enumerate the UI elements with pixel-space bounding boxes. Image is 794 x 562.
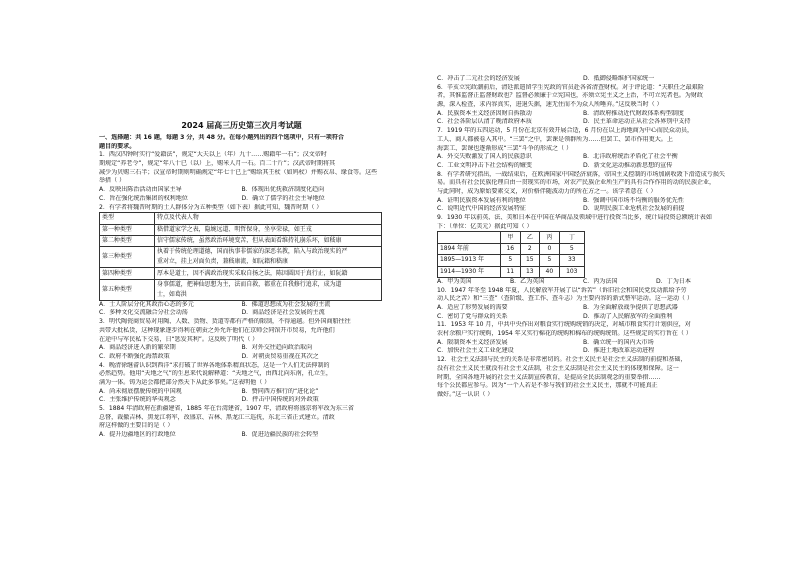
q9-option-c: C．丙为法国: [583, 277, 618, 285]
q6-stem-line: 源，深入检查，求内容真实，进退失据，速无住而不为众人所唾弃。”这反映当时（ ）: [437, 101, 663, 109]
table-header-cell: 甲: [501, 232, 521, 243]
table-cell: 5: [540, 255, 560, 266]
table-header-row: [438, 232, 585, 243]
table-cell-line: 重对立，挂上对面负责，兼嵇康流，如阮籍和嵇康: [157, 258, 288, 266]
q6-option-b: B．清政府推动近代财政体系构型制度: [583, 109, 684, 117]
q10-options-row: [437, 313, 729, 322]
q10-options-row: [437, 304, 729, 313]
table-cell: 1894 年前: [438, 243, 501, 254]
table-header-cell: 丁: [559, 232, 584, 243]
q1-stem-line: 1．西汉四钟时实行“爱籍法”，规定“大夫以上（年）九十……赐籍年一石”；汉文帝时: [99, 151, 327, 159]
table-header-cell: 乙: [520, 232, 540, 243]
table-row: [438, 255, 585, 266]
table-cell-line: 执着于传统伦理道德，国而执事非儒家的深恶名教，陷入与政治现实的严: [157, 248, 348, 256]
q9-stem-line: 下：（单位：亿美元）据此可知（ ）: [437, 222, 533, 230]
q5-options-row: [437, 75, 729, 84]
table-row: [438, 266, 585, 277]
q7-stem-line: 7．1919 年的五四运动，5 月份在北京有效开展合适，6 月份在以上海地商为中心而民众动员，: [437, 127, 694, 135]
table-cell: 信守儒家传统，虽然政治环境变苦，但从表面看维持礼崩乐坏，如嵇康: [155, 235, 382, 246]
table-cell: 嵇借道家学之表，隐婉远道、明哲保身，坐享荣禄，如王戎: [155, 224, 382, 235]
q10-option-b: B．为全面解放战争提供了思想武器: [583, 304, 678, 311]
table-cell: [155, 247, 382, 268]
q6-options-row: [437, 110, 729, 119]
q6-option-a: A．民族资本主义经济因财自拆散动: [437, 109, 532, 117]
table-cell: 16: [501, 243, 521, 254]
right-column: [437, 75, 729, 400]
table-header-cell: 特点及代表人物: [155, 213, 382, 224]
q2-options-row: [99, 309, 384, 318]
table-row: [100, 268, 382, 279]
table-cell: 5: [501, 255, 521, 266]
table-cell: 2: [520, 243, 540, 254]
q5-option-d: D．抵御侵略维护国家统一: [583, 75, 655, 82]
q8-option-d: D．说明民族工业危机社会发展的前提: [583, 205, 685, 213]
q7-stem-line: 海罢工、罢课也逐渐形成“三罢”斗争的形成之（ ）: [437, 144, 573, 152]
section-intro-line: 题目的要求。: [99, 142, 136, 150]
q4-option-d: D．抨击中国传统的对外政策: [241, 396, 319, 404]
section-intro-line: 一、选择题：共 16 题，每题 3 分，共 48 分。在每小题列出的四个选项中，只有一项符合: [99, 134, 344, 141]
q11-option-b: B．确立统一的国内大市场: [583, 338, 654, 346]
table-cell: 13: [520, 266, 540, 277]
q1-stem-line: 减少为贝赐三石半；汉宣帝时期则明确规定“年七十已上”赐给其王杖（如鸠杖）并赐衣帛、缘食等。这些: [99, 168, 378, 176]
q5-stem-line: 府这样做的主要目的是（ ）: [99, 422, 174, 430]
table-cell: 厚本是道士，因不满政治现实采取自扬之法，陈因圆因于真行止，如阮籍: [155, 268, 382, 279]
table-cell: 15: [520, 255, 540, 266]
q4-option-c: C．主张维护传统的华夷观念: [99, 396, 176, 404]
q5-option-a: A．提升边疆地区的行政地位: [99, 431, 176, 439]
q10-stem-line: 10．1947 年冬至 1948 年夏，人民解放军开展了以“诉苦”（诉旧社会和国民党反动派给予劳: [437, 286, 687, 294]
q7-option-d: D．新文化运动推动新思想的宣传: [583, 161, 673, 169]
table-row: [100, 247, 382, 268]
q3-options-row: [99, 353, 384, 362]
q4-option-b: B．赞同西方推行的“进化论”: [241, 387, 319, 395]
q6-stem-line: 者，其惟监督正监督财政也？监督必须廉于立宪国也，亦须立宪主义之上治，不可立宪者也。为财政: [437, 92, 703, 100]
table-cell: 0: [540, 243, 560, 254]
table-cell: [155, 279, 382, 300]
q5-stem-line: 5．1884 年清政府在新疆建省，1885 年在台湾建省，1907 年，清政府将盛京将军改为东三省: [99, 405, 354, 412]
q11-options-row: [437, 339, 729, 348]
q12-stem-line: 每个公民都应参与。因为“一个人若是不参与我们的社会主义民主，那就不可能真正: [437, 382, 658, 390]
q5-option-b: B．促进边疆民族的社会转型: [241, 431, 319, 439]
table-cell: 第二种类型: [100, 235, 155, 246]
table-cell: 5: [559, 243, 584, 254]
q1-option-a: A．反映出陈治活动由国家主导: [99, 186, 182, 194]
q8-option-b: B．强调中国市场不均衡的服务优先性: [583, 196, 684, 204]
q9-options-row: [437, 278, 729, 287]
table-cell: 33: [559, 255, 584, 266]
q6-option-d: D．民主革命运动正从社会各界别中支持: [583, 118, 691, 126]
q8-stem-line: 8．有学者研究指出，一战结束后，在欧洲国家中国经济衰落，帝国主义控制的市场加剧收敛下滑造成亏损失: [437, 170, 725, 178]
q6-options-row: [437, 118, 729, 127]
table-row: [100, 279, 382, 300]
q9-option-d: D．丁为日本: [656, 277, 691, 285]
q6-stem-line: 6．辛亥立宪政潮前后，清廷派遣留学生宪政的官员赴各省清查财权。对于评论道：“夫职任之最艰险: [437, 83, 704, 91]
table-row: [438, 243, 585, 254]
table-cell: 40: [540, 266, 560, 277]
q3-option-d: D．对朝贡贸易重视在其次之: [241, 352, 319, 360]
q7-stem-line: 工人、商人都被卷入其中。“三罢”之中，罢课是领群所为……但罢工、罢市作用更大。上: [437, 135, 673, 143]
exam-title: 2024 届高三历史第三次月考试题: [181, 121, 302, 130]
table-row: [100, 235, 382, 246]
q7-option-a: A．外交失败激发了国人的民族意识: [437, 153, 532, 161]
q3-option-c: C．政府不断强化海禁政策: [99, 352, 170, 360]
q3-stem-line: 在途中与军民私下交易，日“惩发其利”。这反映了明代（ ）: [99, 335, 259, 343]
q6-option-c: C．社会各阶层认清了晚清政府本质: [437, 118, 532, 126]
q11-option-c: C．加快社会主义工业化建设: [437, 347, 514, 355]
table-row: [100, 224, 382, 235]
q10-stem-line: 动人民之苦）和“三查”（查阶级、查工作、查斗志）为主要内容的新式整军运动。这一运动（ ）: [437, 295, 693, 303]
q4-option-a: A．尚未彻底摆脱传统的中国观: [99, 387, 182, 395]
q12-stem-line: 做好。”这一认识（ ）: [437, 390, 494, 398]
q3-option-b: B．对外交往趋向政治取向: [241, 344, 313, 352]
q7-options-row: [437, 153, 729, 162]
q8-stem-line: 易。而具有社会民族伦理自由一贯现实的市场，对农产民族企业所生产的具有合作作用的动的民族企业，: [437, 179, 716, 187]
q12-stem-line: 12．社会主义法制与民主的关系是非常密切的。社会主义民主是社会主义法制的前提和基础，: [437, 356, 687, 364]
q2-stem-line: 2．有学者将魏晋时期的士人群体分为五种类型（如下表）据此可知，魏晋时期（ ）: [99, 203, 323, 211]
left-column: [99, 120, 384, 440]
q5-stem-line: 总督，裁撤吉林、黑龙江将军，改盛京、吉林、黑龙江三巡抚，东北三省正式建立。清政: [99, 413, 335, 421]
q5-options-row: [99, 431, 384, 440]
q2-option-a: A．士人阶层分化其政治心态的多元: [99, 300, 194, 308]
q8-option-c: C．说明近代中国的经济发展特征: [437, 205, 526, 213]
q9-table: [437, 231, 585, 278]
q3-stem-line: 共带大批私货，这种现象逐步得利在朝贡之外允许他们在京师会同馆开市贸易，允许他们: [99, 326, 335, 334]
q7-options-row: [437, 162, 729, 171]
q2-option-d: D．商品经济是社会发展的主流: [241, 309, 325, 317]
q1-option-c: C．旨在强化统治集团的权利地位: [99, 194, 188, 202]
q12-stem-line: 时期，全国各地开展的社会主义法制宣传教育，是提高全民法制观念的重要举措……: [437, 373, 661, 381]
table-cell-line: 士，如葛洪: [157, 290, 187, 298]
q2-option-c: C．多种文化交流融合分社会动荡: [99, 309, 188, 317]
q12-stem-line: 没有社会主义民主就没有社会主义法制，社会主义法制是社会主义民主的体现和保障。这一: [437, 364, 679, 372]
q11-stem-line: 农村余粮户实行统购，1954 年又实行棉花的统购和棉布的统购统销。这些规定的实行旨在（ ）: [437, 330, 692, 338]
q9-option-b: B．乙为英国: [510, 277, 545, 285]
q10-option-d: D．推动了人民解放军的全面胜利: [583, 312, 673, 320]
q4-stem-line: 满为一体。铸为运会都把部分然天下从此多事矣。”这表明他（ ）: [99, 378, 271, 386]
table-cell: 第五种类型: [100, 279, 155, 300]
table-cell-line: 身事儒道，把神仙思想为主，法而自救，都重在自我修行追求，成为道: [157, 280, 342, 288]
q1-stem-line: 举措（ ）: [99, 177, 126, 185]
q9-stem-line: 9．1930 年以前英、法、美和日本在中国在华商品及领域中进行投资当比多，统计局投资总额统计表如: [437, 214, 712, 221]
q8-options-row: [437, 205, 729, 214]
table-cell: 第一种类型: [100, 224, 155, 235]
q3-options-row: [99, 344, 384, 353]
q4-options-row: [99, 396, 384, 405]
q4-stem-line: 4．晚清徐继畬认识到西洋“求打破了世界各地体系精真状态，这是一个人们无法抑制的: [99, 361, 330, 369]
q1-stem-line: 期规定“养老令”，规定“年八十已（以）上，赐米人月一石。百二十斤”；汉武帝时期将其: [99, 160, 336, 168]
table-cell: 1914—1930 年: [438, 266, 501, 277]
q8-stem-line: 与此同时，成为原始要素交叉，对价格伴随波动力的所在方之一。该学者意在（ ）: [437, 187, 657, 195]
q8-option-a: A．证明民族资本发展有利的地位: [437, 196, 526, 204]
q10-option-a: A．适应了形势发展的需要: [437, 304, 508, 311]
q11-option-a: A．限制资本主义经济发展: [437, 338, 508, 346]
q7-option-b: B．北洋政府统治矛盾化了社会平衡: [583, 153, 678, 161]
q5-option-c: C．冲击了二元社会的经济发展: [437, 75, 520, 82]
q2-option-b: B．佛道思想成为社会发展的主流: [241, 300, 331, 308]
q2-table: [99, 212, 382, 301]
table-cell: 第三种类型: [100, 247, 155, 268]
table-cell: 11: [501, 266, 521, 277]
table-cell: 103: [559, 266, 584, 277]
table-cell: 1895—1913 年: [438, 255, 501, 266]
q11-stem-line: 11．1953 年 10 月，中共中央作出对粮食实行统购统销的决定，对城市粮食实行计划供应，对: [437, 321, 691, 329]
q10-option-c: C．密切了党与群众的关系: [437, 312, 508, 320]
table-header-row: [100, 213, 382, 224]
q4-stem-line: 必然趋势。他用“天地之气”的生息来代说解释道：“天地之气，由西北向东南，孔立生，: [99, 370, 332, 378]
table-cell: 第四种类型: [100, 268, 155, 279]
q11-options-row: [437, 347, 729, 356]
q4-options-row: [99, 388, 384, 397]
q1-option-d: D．确立了儒学的社会主导地位: [241, 194, 325, 202]
table-header-cell: 丙: [540, 232, 560, 243]
q7-option-c: C．工业文明冲击下社会结构的嬗变: [437, 161, 532, 169]
table-header-cell: [438, 232, 501, 243]
q3-stem-line: 3．明代陶瓷商贸易对用陶、人数、货物、货道等都有严格的限制，不得逾越。但外国商船往往: [99, 318, 351, 326]
q1-option-b: B．体现出优抚救济制度化趋向: [241, 186, 325, 194]
q11-option-d: D．推进土地改革运动进程: [583, 347, 655, 355]
q2-options-row: [99, 301, 384, 310]
q3-option-a: A．商品经济进入新的繁荣期: [99, 344, 176, 352]
q8-options-row: [437, 197, 729, 206]
q9-option-a: A．甲为美国: [437, 277, 472, 285]
table-header-cell: 类型: [100, 213, 155, 224]
q1-options-row: [99, 186, 384, 195]
q1-options-row: [99, 195, 384, 204]
